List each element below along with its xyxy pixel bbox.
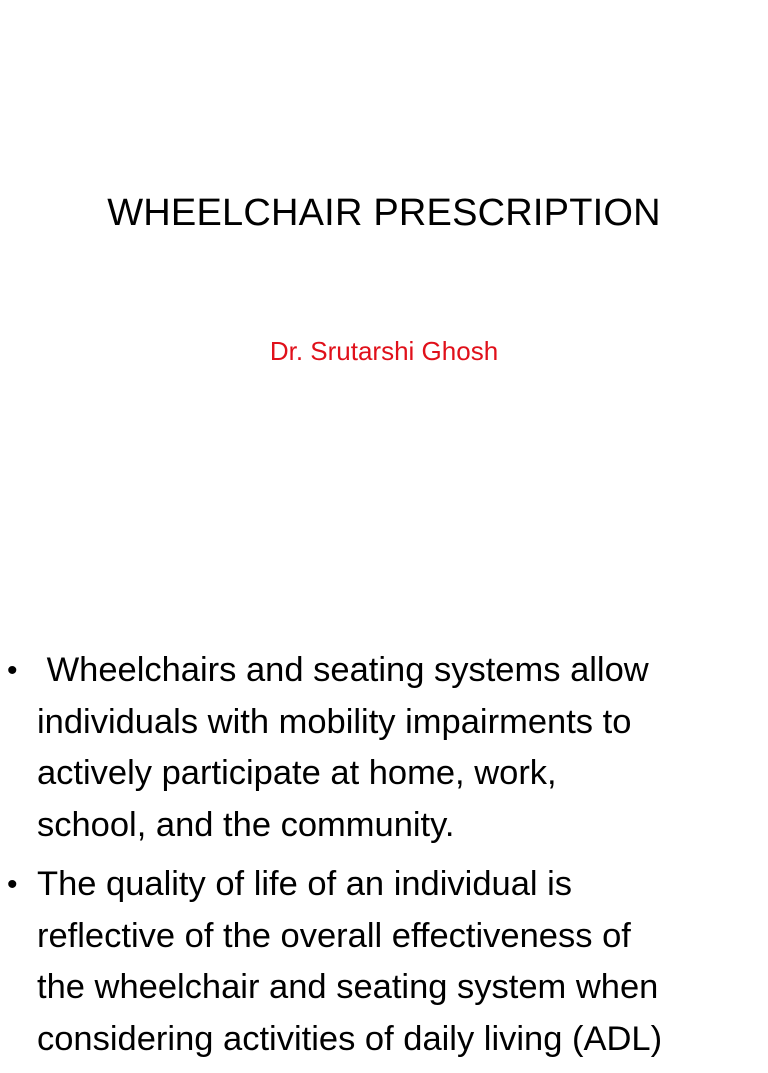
- bullet-item: [0, 859, 768, 1065]
- bullet-item: [0, 645, 768, 851]
- bullet-line: actively participate at home, work,: [37, 754, 557, 792]
- bullet-line: the wheelchair and seating system when: [37, 968, 659, 1006]
- bullet-line: considering activities of daily living (ADL): [37, 1019, 663, 1058]
- bullet-line: reflective of the overall effectiveness of: [37, 916, 631, 955]
- bullet-marker: •: [7, 868, 18, 901]
- author-name: Dr. Srutarshi Ghosh: [269, 336, 499, 366]
- content-slide: [0, 612, 768, 1058]
- bullet-list: [0, 645, 768, 1073]
- bullet-line: school, and the community.: [37, 805, 455, 844]
- bullet-line: Wheelchairs and seating systems allow: [37, 651, 649, 689]
- bullet-line: individuals with mobility impairments to: [37, 702, 632, 741]
- bullet-marker: •: [7, 654, 18, 687]
- slide-title: WHEELCHAIR PRESCRIPTION: [107, 192, 661, 234]
- bullet-line: The quality of life of an individual is: [37, 865, 573, 903]
